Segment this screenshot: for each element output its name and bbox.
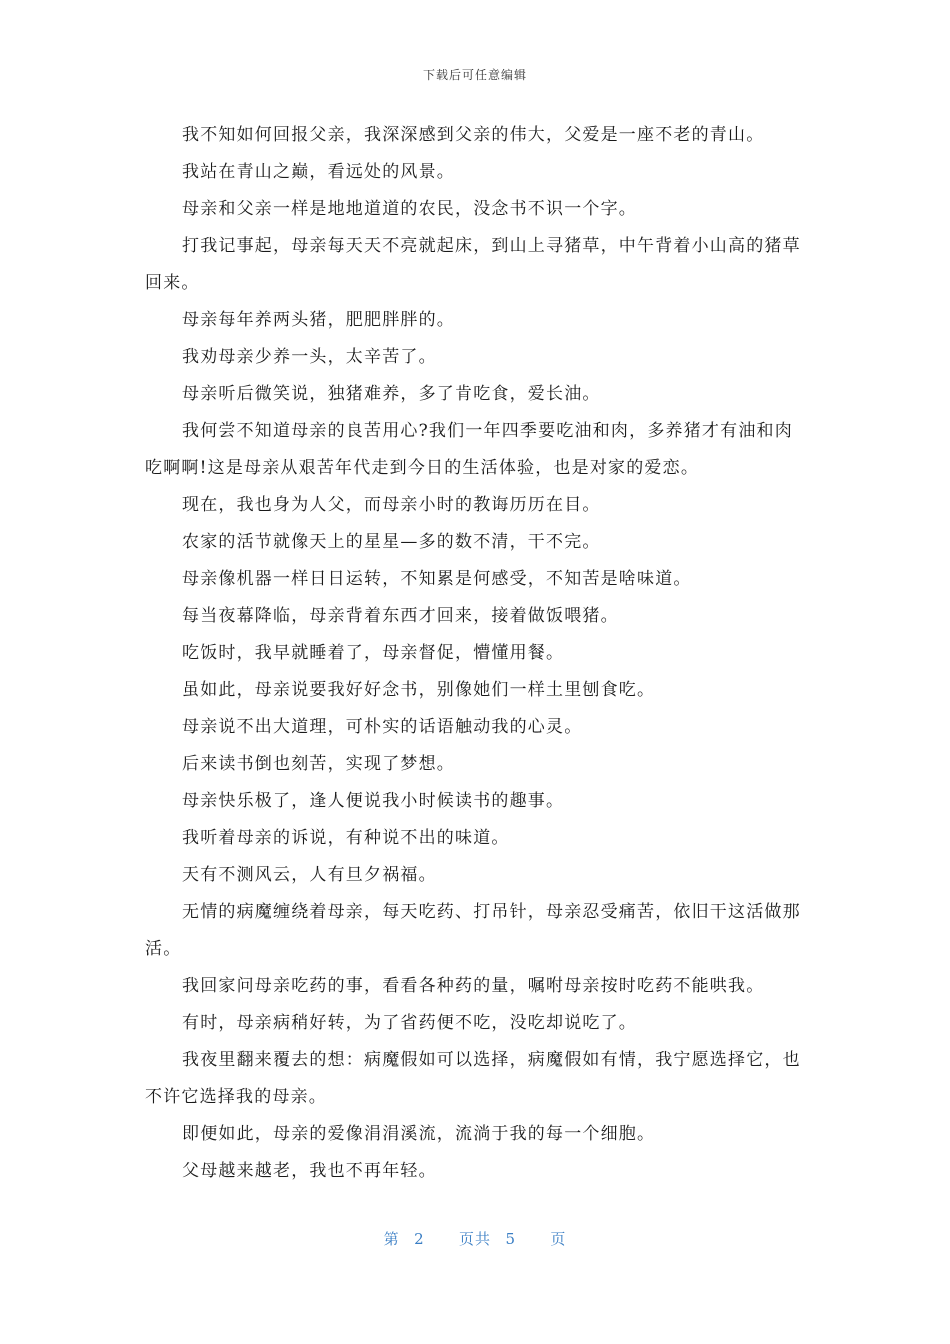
paragraph: 母亲像机器一样日日运转，不知累是何感受，不知苦是啥味道。 <box>182 569 692 589</box>
paragraph: 每当夜幕降临，母亲背着东西才回来，接着做饭喂猪。 <box>182 606 619 626</box>
current-page-number: 2 <box>414 1230 425 1248</box>
paragraph: 即便如此，母亲的爱像涓涓溪流，流淌于我的每一个细胞。 <box>182 1124 656 1144</box>
paragraph: 农家的活节就像天上的星星—多的数不清，干不完。 <box>182 532 601 552</box>
paragraph: 现在，我也身为人父，而母亲小时的教诲历历在目。 <box>182 495 601 515</box>
footer-middle: 页共 <box>458 1230 491 1248</box>
paragraph: 天有不测风云，人有旦夕祸福。 <box>182 865 437 885</box>
paragraph: 打我记事起，母亲每天天不亮就起床，到山上寻猪草，中午背着小山高的猪草回来。 <box>145 236 801 293</box>
paragraph: 我劝母亲少养一头，太辛苦了。 <box>182 347 437 367</box>
footer-prefix: 第 <box>383 1230 400 1248</box>
paragraph: 吃饭时，我早就睡着了，母亲督促，懵懂用餐。 <box>182 643 565 663</box>
paragraph: 母亲每年养两头猪，肥肥胖胖的。 <box>182 310 455 330</box>
paragraph: 母亲听后微笑说，独猪难养，多了肯吃食，爱长油。 <box>182 384 601 404</box>
footer-suffix: 页 <box>550 1230 567 1248</box>
paragraph: 我站在青山之巅，看远处的风景。 <box>182 162 455 182</box>
page-footer <box>0 1228 950 1249</box>
total-pages-number: 5 <box>505 1230 517 1248</box>
document-body <box>145 117 808 1190</box>
paragraph: 我不知如何回报父亲，我深深感到父亲的伟大，父爱是一座不老的青山。 <box>182 125 765 145</box>
paragraph: 后来读书倒也刻苦，实现了梦想。 <box>182 754 455 774</box>
paragraph: 我听着母亲的诉说，有种说不出的味道。 <box>182 828 510 848</box>
paragraph: 我回家问母亲吃药的事，看看各种药的量，嘱咐母亲按时吃药不能哄我。 <box>182 976 765 996</box>
paragraph: 母亲说不出大道理，可朴实的话语触动我的心灵。 <box>182 717 583 737</box>
paragraph: 我夜里翻来覆去的想：病魔假如可以选择，病魔假如有情，我宁愿选择它，也不许它选择我的母亲。 <box>145 1050 801 1107</box>
paragraph: 无情的病魔缠绕着母亲，每天吃药、打吊针，母亲忍受痛苦，依旧干这活做那活。 <box>145 902 801 959</box>
paragraph: 虽如此，母亲说要我好好念书，别像她们一样土里刨食吃。 <box>182 680 656 700</box>
paragraph: 母亲和父亲一样是地地道道的农民，没念书不识一个字。 <box>182 199 637 219</box>
paragraph: 母亲快乐极了，逢人便说我小时候读书的趣事。 <box>182 791 565 811</box>
paragraph: 有时，母亲病稍好转，为了省药便不吃，没吃却说吃了。 <box>182 1013 637 1033</box>
paragraph: 父母越来越老，我也不再年轻。 <box>182 1161 437 1181</box>
paragraph: 我何尝不知道母亲的良苦用心?我们一年四季要吃油和肉，多养猪才有油和肉吃啊啊!这是母亲从艰苦年代走到今日的生活体验，也是对家的爱恋。 <box>145 421 793 478</box>
page-header: 下载后可任意编辑 <box>422 68 527 82</box>
